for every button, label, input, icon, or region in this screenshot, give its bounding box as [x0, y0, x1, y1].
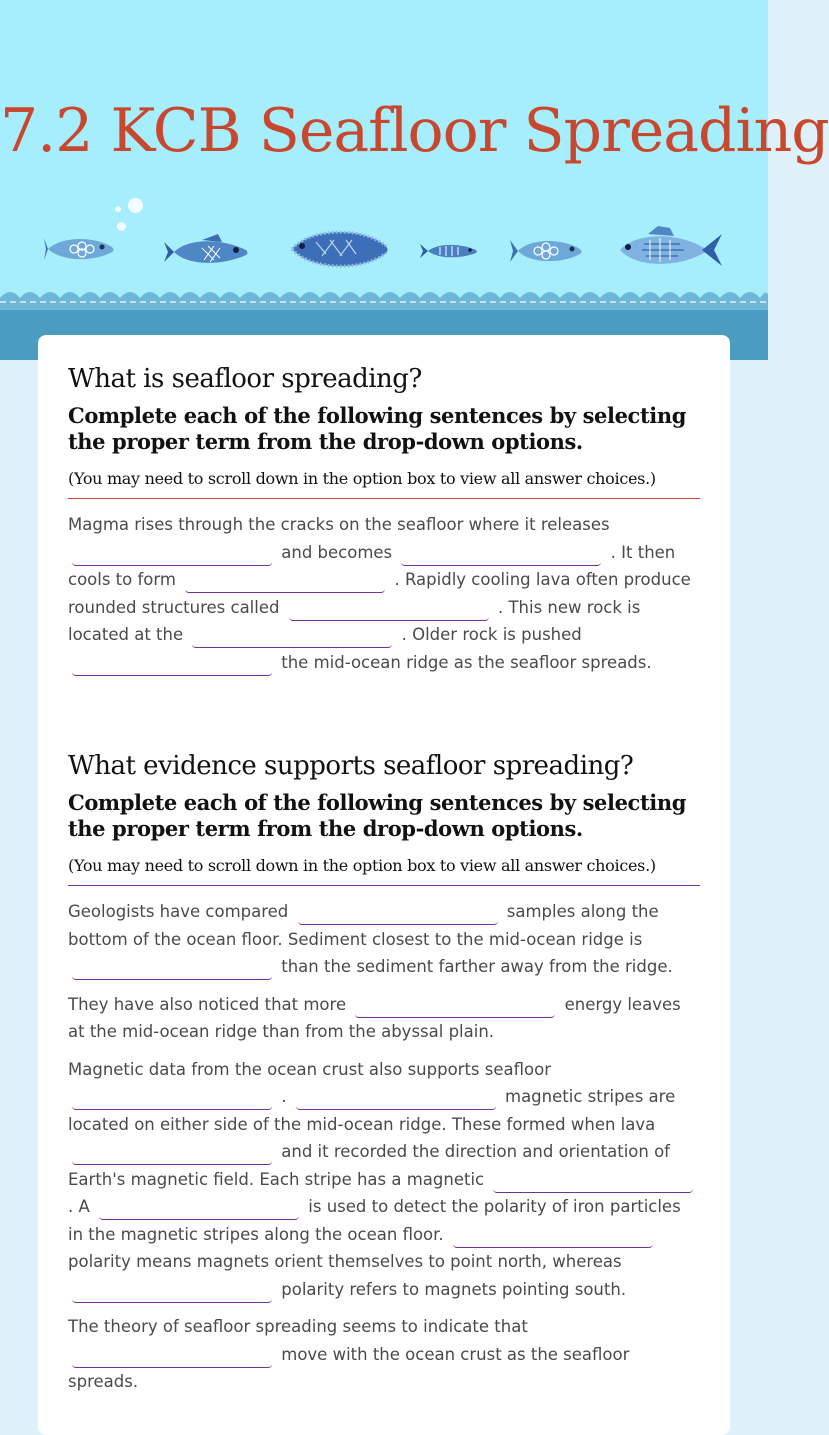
dropdown-blank[interactable]	[493, 1171, 693, 1193]
paragraph: Magma rises through the cracks on the seafloor where it releases and becomes . It then cools to form . Rapidly cooling lava often produce rounded structures called . This new rock is located at the . Older rock is pushed the mid-ocean ridge as the seafloor spreads.	[68, 511, 700, 676]
dropdown-blank[interactable]	[401, 544, 601, 566]
dropdown-blank[interactable]	[289, 599, 489, 621]
dropdown-blank[interactable]	[99, 1198, 299, 1220]
dropdown-blank[interactable]	[72, 1346, 272, 1368]
worksheet-card	[38, 335, 730, 1435]
paragraph: Geologists have compared samples along the bottom of the ocean floor. Sediment closest to the mid-ocean ridge is than the sediment farther away from the ridge.	[68, 898, 700, 981]
fish-icon	[420, 240, 480, 262]
dropdown-blank[interactable]	[453, 1226, 653, 1248]
dropdown-blank[interactable]	[72, 1143, 272, 1165]
dropdown-blank[interactable]	[72, 654, 272, 676]
section-instructions: Complete each of the following sentences by selecting the proper term from the drop-down options.	[68, 403, 686, 454]
dropdown-blank[interactable]	[296, 1088, 496, 1110]
dropdown-blank[interactable]	[192, 626, 392, 648]
dropdown-blank[interactable]	[298, 903, 498, 925]
fish-icon	[44, 232, 120, 266]
dropdown-blank[interactable]	[355, 996, 555, 1018]
dropdown-blank[interactable]	[72, 958, 272, 980]
header-banner	[0, 0, 829, 360]
divider	[68, 498, 700, 499]
dropdown-blank[interactable]	[72, 544, 272, 566]
dropdown-blank[interactable]	[72, 1088, 272, 1110]
bubble	[115, 206, 121, 212]
fish-illustration-row	[0, 220, 768, 280]
fish-icon	[508, 234, 584, 268]
paragraph: They have also noticed that more energy leaves at the mid-ocean ridge than from the abyssal plain.	[68, 994, 681, 1041]
section-note: (You may need to scroll down in the option box to view all answer choices.)	[68, 469, 656, 488]
section-instructions: Complete each of the following sentences by selecting the proper term from the drop-down options.	[68, 790, 686, 841]
paragraph: Magnetic data from the ocean crust also supports seafloor . magnetic stripes are located on either side of the mid-ocean ridge. These formed when lava and it recorded the direction and orientation of Earth's magnetic field. Each stripe has a magnetic . A is used to detect the polarity of iron particles in the magnetic stripes along the ocean floor. polarity means magnets orient themselves to point north, whereas polarity refers to magnets pointing south.	[68, 1056, 700, 1304]
page-title: 7.2 KCB Seafloor Spreading	[0, 96, 829, 166]
bubble	[128, 198, 143, 213]
section-note: (You may need to scroll down in the option box to view all answer choices.)	[68, 856, 656, 875]
dropdown-blank[interactable]	[72, 1281, 272, 1303]
dropdown-blank[interactable]	[185, 571, 385, 593]
section-heading: What evidence supports seafloor spreading?	[68, 751, 634, 781]
section-heading: What is seafloor spreading?	[68, 364, 422, 394]
section-evidence	[68, 750, 700, 1396]
section-what-is	[68, 363, 700, 676]
fish-icon	[614, 226, 724, 274]
divider	[68, 885, 700, 886]
fish-icon	[162, 232, 252, 272]
paragraph: The theory of seafloor spreading seems to indicate that move with the ocean crust as the seafloor spreads.	[68, 1317, 630, 1391]
fish-icon	[286, 224, 394, 274]
